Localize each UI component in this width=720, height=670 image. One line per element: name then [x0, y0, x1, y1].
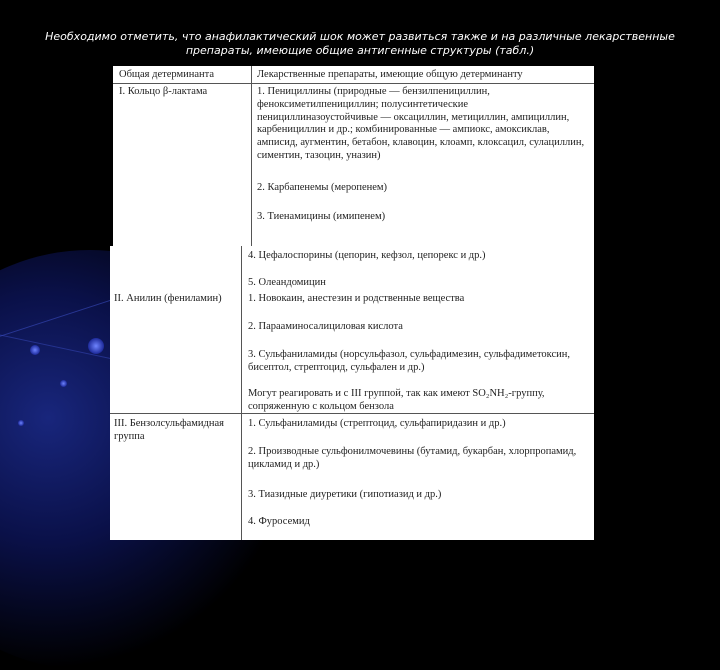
background-dot	[60, 380, 67, 387]
background-dot	[88, 338, 104, 354]
header-drugs: Лекарственные препараты, имеющие общую детерминанту	[257, 69, 523, 80]
group1-name: I. Кольцо β-лактама	[119, 86, 208, 97]
column-divider	[241, 246, 242, 540]
slide-title: Необходимо отметить, что анафилактический шок может развиться также и на различные лекарственные препараты, имеющие общие антигенные структуры (табл.)	[45, 30, 675, 57]
column-divider	[251, 66, 252, 248]
group2-item-pas: 2. Парааминосалициловая кислота	[248, 321, 403, 332]
group1-item-carbapenems: 2. Карбапенемы (меропенем)	[257, 182, 388, 193]
background-dot	[30, 345, 40, 355]
background-dot	[18, 420, 24, 426]
header-determinant: Общая детерминанта	[119, 69, 215, 80]
group1-item-penicillins: 1. Пенициллины (природные — бензилпенициллин, феноксиметилпенициллин; полусинтетические пенициллиназоустойчивые — оксациллин, метициллин, ампициллин, карбенициллин и др.; комбинированные — ампиокс, амоксиклав, амписид, аугментин, бетабон, клавоцин, клоамп, клоксацил, сулациллин, симентин, тазоцин, уназин)	[257, 86, 585, 161]
group3-name: III. Бензолсульфамидная группа	[114, 418, 225, 442]
group2-item-sulfonamides: 3. Сульфаниламиды (норсульфазол, сульфадимезин, сульфадиметоксин, бисептол, стрептоцид, сульфален и др.)	[248, 349, 571, 373]
group3-item-thiazides: 3. Тиазидные диуретики (гипотиазид и др.)	[248, 489, 442, 500]
group2-item-novocaine: 1. Новокаин, анестезин и родственные вещества	[248, 293, 465, 304]
group2-name: II. Анилин (фениламин)	[114, 293, 222, 304]
group2-note: Могут реагировать и с III группой, так как имеют SO₂NH₂-группу, сопряженную с кольцом бензола	[248, 388, 545, 412]
group1-item-oleandomycin: 5. Олеандомицин	[248, 277, 326, 288]
table-scan-top	[113, 66, 594, 248]
group3-item-furosemide: 4. Фуросемид	[248, 516, 310, 527]
group3-item-sulfonamides: 1. Сульфаниламиды (стрептоцид, сульфапиридазин и др.)	[248, 418, 506, 429]
group3-item-sulfonylureas: 2. Производные сульфонилмочевины (бутамид, букарбан, хлорпропамид, цикламид и др.)	[248, 446, 577, 470]
row-divider	[113, 83, 594, 84]
group1-item-cephalosporins: 4. Цефалоспорины (цепорин, кефзол, цепорекс и др.)	[248, 250, 486, 261]
group1-item-thienamycins: 3. Тиенамицины (имипенем)	[257, 211, 386, 222]
table-scan-bottom	[110, 246, 594, 540]
